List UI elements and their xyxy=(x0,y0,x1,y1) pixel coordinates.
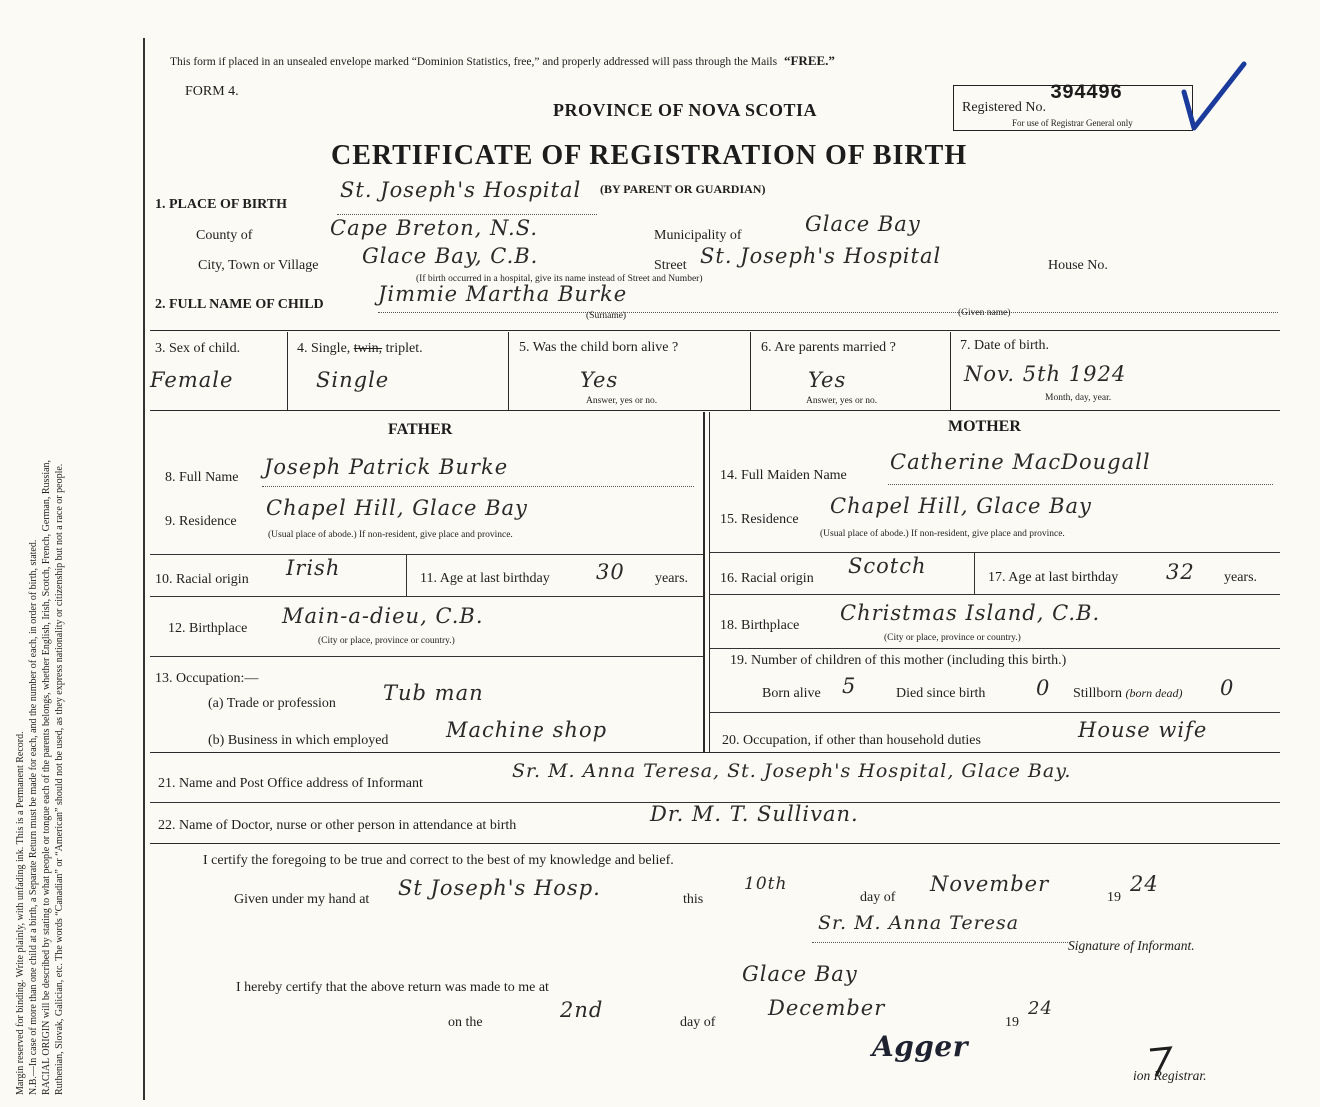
born-alive-label: 5. Was the child born alive ? xyxy=(519,340,679,355)
mother-name-value: Catherine MacDougall xyxy=(890,450,1151,474)
city-label: City, Town or Village xyxy=(198,258,319,273)
city-value: Glace Bay, C.B. xyxy=(362,244,539,268)
checkmark-icon xyxy=(1180,58,1250,138)
registered-number: 394496 xyxy=(1050,82,1123,105)
margin-notes xyxy=(14,5,66,1095)
father-residence-label: 9. Residence xyxy=(165,514,237,529)
mother-residence-note: (Usual place of abode.) If non-resident, give place and province. xyxy=(820,529,1065,539)
registrar-note: For use of Registrar General only xyxy=(1012,118,1133,128)
given-day-value: 10th xyxy=(744,874,788,894)
place-of-birth-value: St. Joseph's Hospital xyxy=(340,178,582,202)
house-label: House No. xyxy=(1048,258,1108,273)
on-the-label: on the xyxy=(448,1015,483,1030)
signature-of-informant-label: Signature of Informant. xyxy=(1068,938,1195,953)
form-number: FORM 4. xyxy=(185,84,239,99)
mother-age-label: 17. Age at last birthday xyxy=(988,570,1119,585)
margin-note-2: N.B.—In case of more than one child at a birth, a Separate Return must be made for each, and the number of each, in order of birth, stated. xyxy=(28,539,39,1095)
father-birthplace-label: 12. Birthplace xyxy=(168,621,248,636)
registrar-signature: Agger xyxy=(872,1030,968,1063)
mother-race-value: Scotch xyxy=(848,554,927,578)
father-occupation-label: 13. Occupation:— xyxy=(155,671,259,686)
trade-value: Tub man xyxy=(383,681,484,705)
date-of-birth-value: Nov. 5th 1924 xyxy=(964,362,1127,386)
born-alive-count-value: 5 xyxy=(842,674,857,698)
father-age-value: 30 xyxy=(596,560,625,584)
father-residence-value: Chapel Hill, Glace Bay xyxy=(266,496,528,520)
given-day-of-label: day of xyxy=(860,890,896,905)
died-since-birth-label: Died since birth xyxy=(896,686,986,701)
stillborn-value: 0 xyxy=(1220,676,1235,700)
sex-value: Female xyxy=(150,368,234,392)
mother-occupation-label: 20. Occupation, if other than household duties xyxy=(722,733,981,748)
doctor-label: 22. Name of Doctor, nurse or other person in attendance at birth xyxy=(158,818,517,833)
registration-box xyxy=(953,82,1193,131)
mother-birthplace-value: Christmas Island, C.B. xyxy=(840,601,1101,625)
sex-label: 3. Sex of child. xyxy=(155,341,241,356)
mail-notice: This form if placed in an unsealed envelope marked “Dominion Statistics, free,” and properly addressed will pass through the Mails “FREE.” xyxy=(170,53,835,68)
given-month-value: November xyxy=(930,872,1050,896)
date-of-birth-note: Month, day, year. xyxy=(1045,393,1112,403)
born-alive-value: Yes xyxy=(580,368,619,392)
father-name-label: 8. Full Name xyxy=(165,470,239,485)
died-since-birth-value: 0 xyxy=(1036,676,1051,700)
parents-married-value: Yes xyxy=(808,368,847,392)
father-name-value: Joseph Patrick Burke xyxy=(264,455,509,479)
single-label: 4. Single, twin, triplet. xyxy=(297,341,423,356)
mother-occupation-value: House wife xyxy=(1078,718,1208,742)
born-alive-note: Answer, yes or no. xyxy=(586,396,658,406)
registrar-month-value: December xyxy=(768,996,886,1020)
hospital-note: (If birth occurred in a hospital, give its name instead of Street and Number) xyxy=(416,274,703,284)
parents-married-note: Answer, yes or no. xyxy=(806,396,878,406)
given-under-label: Given under my hand at xyxy=(234,892,370,907)
child-name-label: 2. FULL NAME OF CHILD xyxy=(155,297,324,312)
certificate-title: CERTIFICATE OF REGISTRATION OF BIRTH xyxy=(331,140,968,171)
children-count-label: 19. Number of children of this mother (including this birth.) xyxy=(730,653,1067,668)
given-place-value: St Joseph's Hosp. xyxy=(398,876,601,900)
registrar-label: ion Registrar. xyxy=(1133,1068,1207,1083)
guardian-subtitle: (BY PARENT OR GUARDIAN) xyxy=(600,182,766,196)
doctor-value: Dr. M. T. Sullivan. xyxy=(650,802,859,826)
informant-value: Sr. M. Anna Teresa, St. Joseph's Hospital, Glace Bay. xyxy=(512,760,1072,782)
registrar-place-value: Glace Bay xyxy=(742,962,858,986)
mother-residence-label: 15. Residence xyxy=(720,512,799,527)
single-value: Single xyxy=(316,368,390,392)
born-alive-count-label: Born alive xyxy=(762,686,821,701)
father-heading: FATHER xyxy=(388,421,453,438)
this-label: this xyxy=(683,892,704,907)
stillborn-label: Stillborn (born dead) xyxy=(1073,686,1183,701)
registrar-day-value: 2nd xyxy=(560,998,604,1022)
registrar-day-of-label: day of xyxy=(680,1015,716,1030)
given-year-prefix: 19 xyxy=(1107,890,1121,905)
county-value: Cape Breton, N.S. xyxy=(330,216,539,240)
place-of-birth-label: 1. PLACE OF BIRTH xyxy=(155,197,288,212)
province-heading: PROVINCE OF NOVA SCOTIA xyxy=(553,100,818,120)
registrar-statement: I hereby certify that the above return was made to me at xyxy=(236,980,549,995)
informant-label: 21. Name and Post Office address of Informant xyxy=(158,776,423,791)
informant-signature: Sr. M. Anna Teresa xyxy=(818,912,1020,934)
trade-label: (a) Trade or profession xyxy=(208,696,336,711)
father-age-unit: years. xyxy=(655,571,689,586)
margin-note-3: RACIAL ORIGIN will be described by stating to what people or tongue each of the parents belongs, whether English, Irish, Scotch, French, German, Russian, xyxy=(41,459,52,1095)
mother-name-label: 14. Full Maiden Name xyxy=(720,468,847,483)
child-name-value: Jimmie Martha Burke xyxy=(378,282,628,306)
margin-note-4: Ruthenian, Slovak, Galician, etc. The words “Canadian” or “American” should not be used, as they express nationality or citizenship but not a race or people. xyxy=(54,463,65,1095)
registrar-year-prefix: 19 xyxy=(1005,1015,1019,1030)
date-of-birth-label: 7. Date of birth. xyxy=(960,338,1050,353)
father-race-label: 10. Racial origin xyxy=(155,572,249,587)
mother-birthplace-label: 18. Birthplace xyxy=(720,618,800,633)
business-label: (b) Business in which employed xyxy=(208,733,389,748)
mother-age-value: 32 xyxy=(1166,560,1195,584)
surname-note: (Surname) xyxy=(586,311,627,321)
certify-statement: I certify the foregoing to be true and correct to the best of my knowledge and belief. xyxy=(203,853,674,868)
registered-label: Registered No. xyxy=(962,100,1046,115)
registrar-year-value: 24 xyxy=(1028,998,1053,1019)
street-label: Street xyxy=(654,258,687,273)
mother-heading: MOTHER xyxy=(948,418,1021,435)
father-residence-note: (Usual place of abode.) If non-resident, give place and province. xyxy=(268,530,513,540)
mother-race-label: 16. Racial origin xyxy=(720,571,814,586)
parents-married-label: 6. Are parents married ? xyxy=(761,340,896,355)
municipality-value: Glace Bay xyxy=(805,212,921,236)
county-label: County of xyxy=(196,228,253,243)
mother-birthplace-note: (City or place, province or country.) xyxy=(884,633,1021,643)
business-value: Machine shop xyxy=(446,718,608,742)
father-race-value: Irish xyxy=(286,556,341,580)
mother-age-unit: years. xyxy=(1224,570,1258,585)
margin-note-1: Margin reserved for binding. Write plainly, with unfading ink. This is a Permanent Record. xyxy=(15,731,26,1095)
father-age-label: 11. Age at last birthday xyxy=(420,571,550,586)
mother-residence-value: Chapel Hill, Glace Bay xyxy=(830,494,1092,518)
given-name-note: (Given name) xyxy=(958,308,1011,318)
municipality-label: Municipality of xyxy=(654,228,742,243)
street-value: St. Joseph's Hospital xyxy=(700,244,942,268)
father-birthplace-value: Main-a-dieu, C.B. xyxy=(282,604,484,628)
binding-rule xyxy=(143,38,145,1100)
given-year-value: 24 xyxy=(1130,872,1159,896)
father-birthplace-note: (City or place, province or country.) xyxy=(318,636,455,646)
